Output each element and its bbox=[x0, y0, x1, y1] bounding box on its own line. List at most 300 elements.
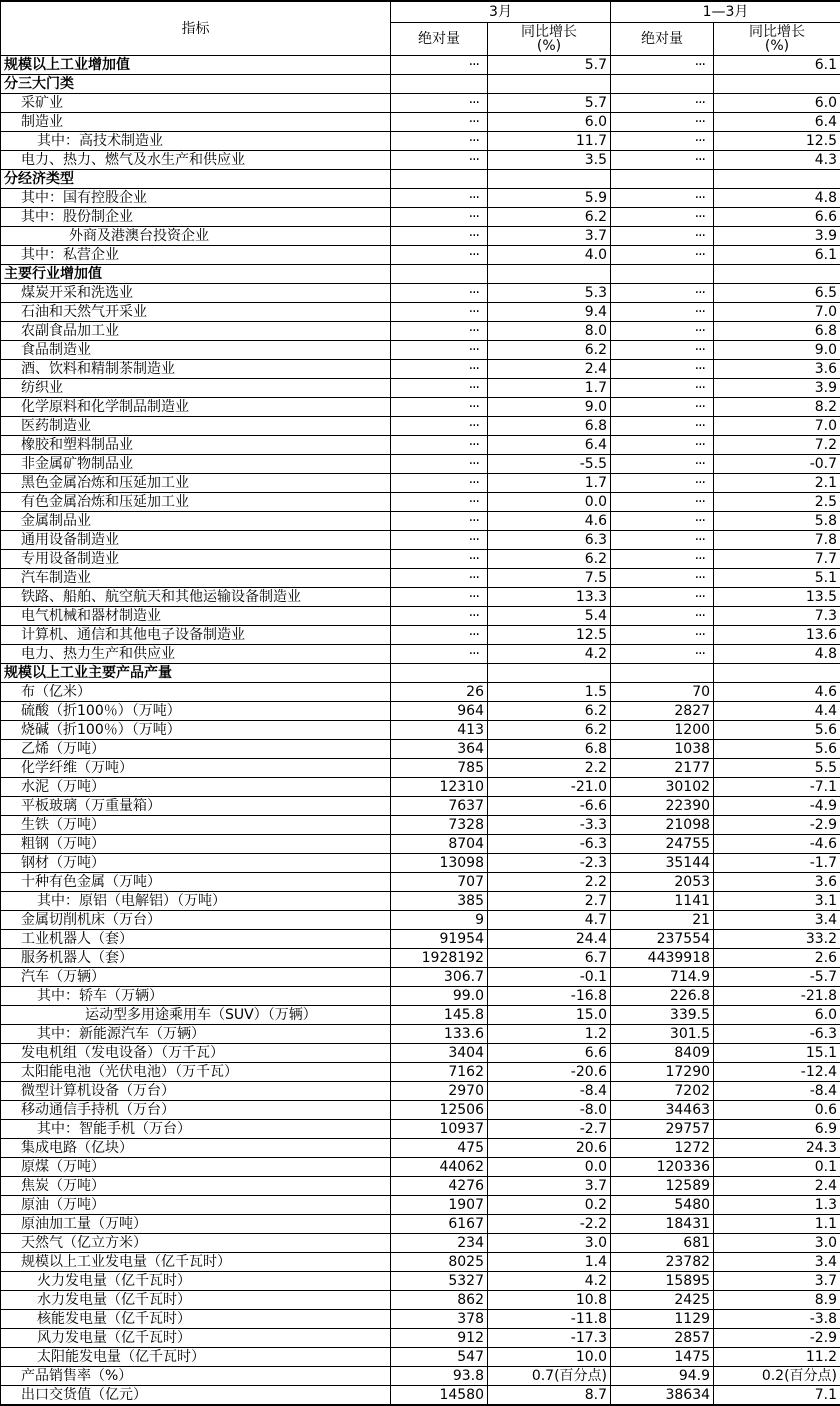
month-yoy-cell: -2.2 bbox=[488, 1215, 611, 1234]
ytd-absolute-cell: ··· bbox=[611, 227, 714, 246]
row-label: 其中：国有控股企业 bbox=[1, 189, 391, 208]
table-row bbox=[1, 930, 840, 949]
table-row bbox=[1, 1006, 840, 1025]
section-header-row bbox=[1, 170, 840, 189]
month-absolute-cell: ··· bbox=[391, 550, 488, 569]
table-row bbox=[1, 189, 840, 208]
month-yoy-cell: 13.3 bbox=[488, 588, 611, 607]
table-row bbox=[1, 740, 840, 759]
ytd-absolute-cell: 681 bbox=[611, 1234, 714, 1253]
row-label: 化学原料和化学制品制造业 bbox=[1, 398, 391, 417]
month-yoy-cell: 6.2 bbox=[488, 721, 611, 740]
month-yoy-cell: 8.0 bbox=[488, 322, 611, 341]
row-label: 铁路、船舶、航空航天和其他运输设备制造业 bbox=[1, 588, 391, 607]
table-row bbox=[1, 1044, 840, 1063]
ytd-absolute-cell: 1038 bbox=[611, 740, 714, 759]
ytd-absolute-cell: ··· bbox=[611, 94, 714, 113]
header-period-ytd: 1—3月 bbox=[611, 1, 840, 23]
ytd-absolute-cell: ··· bbox=[611, 588, 714, 607]
row-label: 粗钢（万吨） bbox=[1, 835, 391, 854]
table-row bbox=[1, 1063, 840, 1082]
ytd-absolute-cell: 2053 bbox=[611, 873, 714, 892]
ytd-absolute-cell: ··· bbox=[611, 512, 714, 531]
ytd-absolute-cell: 70 bbox=[611, 683, 714, 702]
row-label: 服务机器人（套） bbox=[1, 949, 391, 968]
table-row bbox=[1, 512, 840, 531]
row-label: 制造业 bbox=[1, 113, 391, 132]
ytd-absolute-cell: ··· bbox=[611, 417, 714, 436]
month-absolute-cell: 133.6 bbox=[391, 1025, 488, 1044]
month-absolute-cell: 385 bbox=[391, 892, 488, 911]
month-absolute-cell: 91954 bbox=[391, 930, 488, 949]
month-absolute-cell: 785 bbox=[391, 759, 488, 778]
row-label: 电气机械和器材制造业 bbox=[1, 607, 391, 626]
row-label: 分三大门类 bbox=[1, 75, 391, 94]
table-row bbox=[1, 94, 840, 113]
ytd-yoy-cell: 6.8 bbox=[714, 322, 840, 341]
month-yoy-cell: 8.7 bbox=[488, 1386, 611, 1406]
yoy-unit: (%) bbox=[536, 38, 562, 54]
row-label: 医药制造业 bbox=[1, 417, 391, 436]
month-absolute-cell: ··· bbox=[391, 56, 488, 75]
ytd-yoy-cell bbox=[714, 170, 840, 189]
month-yoy-cell: 3.7 bbox=[488, 227, 611, 246]
table-row bbox=[1, 892, 840, 911]
ytd-yoy-cell bbox=[714, 75, 840, 94]
row-label: 太阳能发电量（亿千瓦时） bbox=[1, 1348, 391, 1367]
month-yoy-cell: 3.0 bbox=[488, 1234, 611, 1253]
table-row bbox=[1, 569, 840, 588]
ytd-absolute-cell: ··· bbox=[611, 474, 714, 493]
ytd-yoy-cell: 3.0 bbox=[714, 1234, 840, 1253]
ytd-absolute-cell: 2827 bbox=[611, 702, 714, 721]
ytd-absolute-cell: ··· bbox=[611, 303, 714, 322]
ytd-absolute-cell: 339.5 bbox=[611, 1006, 714, 1025]
month-absolute-cell: 7637 bbox=[391, 797, 488, 816]
table-row bbox=[1, 303, 840, 322]
table-row bbox=[1, 132, 840, 151]
row-label: 金属制品业 bbox=[1, 512, 391, 531]
ytd-yoy-cell: 11.2 bbox=[714, 1348, 840, 1367]
table-row bbox=[1, 322, 840, 341]
month-absolute-cell: ··· bbox=[391, 132, 488, 151]
row-label: 天然气（亿立方米） bbox=[1, 1234, 391, 1253]
row-label: 电力、热力、燃气及水生产和供应业 bbox=[1, 151, 391, 170]
ytd-yoy-cell bbox=[714, 265, 840, 284]
month-yoy-cell: 10.0 bbox=[488, 1348, 611, 1367]
yoy-label: 同比增长 bbox=[749, 24, 806, 40]
month-absolute-cell: ··· bbox=[391, 455, 488, 474]
ytd-yoy-cell: 7.3 bbox=[714, 607, 840, 626]
ytd-absolute-cell: 226.8 bbox=[611, 987, 714, 1006]
month-yoy-cell: 6.4 bbox=[488, 436, 611, 455]
ytd-absolute-cell: 237554 bbox=[611, 930, 714, 949]
month-yoy-cell: 7.5 bbox=[488, 569, 611, 588]
ytd-absolute-cell bbox=[611, 265, 714, 284]
month-absolute-cell: 14580 bbox=[391, 1386, 488, 1406]
row-label: 出口交货值（亿元） bbox=[1, 1386, 391, 1406]
ytd-yoy-cell: -6.3 bbox=[714, 1025, 840, 1044]
month-yoy-cell: -6.6 bbox=[488, 797, 611, 816]
ytd-absolute-cell: 30102 bbox=[611, 778, 714, 797]
ytd-absolute-cell: 1129 bbox=[611, 1310, 714, 1329]
ytd-yoy-cell: 0.1 bbox=[714, 1158, 840, 1177]
month-absolute-cell: ··· bbox=[391, 94, 488, 113]
row-label: 专用设备制造业 bbox=[1, 550, 391, 569]
row-label: 核能发电量（亿千瓦时） bbox=[1, 1310, 391, 1329]
month-absolute-cell: 3404 bbox=[391, 1044, 488, 1063]
ytd-absolute-cell bbox=[611, 170, 714, 189]
ytd-absolute-cell bbox=[611, 75, 714, 94]
table-row bbox=[1, 588, 840, 607]
row-label: 规模以上工业发电量（亿千瓦时） bbox=[1, 1253, 391, 1272]
row-label: 水泥（万吨） bbox=[1, 778, 391, 797]
month-yoy-cell: 3.5 bbox=[488, 151, 611, 170]
row-label: 计算机、通信和其他电子设备制造业 bbox=[1, 626, 391, 645]
month-absolute-cell: ··· bbox=[391, 322, 488, 341]
row-label: 原油加工量（万吨） bbox=[1, 1215, 391, 1234]
table-row bbox=[1, 474, 840, 493]
ytd-absolute-cell: ··· bbox=[611, 189, 714, 208]
row-label: 黑色金属冶炼和压延加工业 bbox=[1, 474, 391, 493]
month-absolute-cell bbox=[391, 75, 488, 94]
month-yoy-cell: 20.6 bbox=[488, 1139, 611, 1158]
row-label: 火力发电量（亿千瓦时） bbox=[1, 1272, 391, 1291]
ytd-absolute-cell: 38634 bbox=[611, 1386, 714, 1406]
ytd-yoy-cell: 7.0 bbox=[714, 417, 840, 436]
ytd-absolute-cell: ··· bbox=[611, 455, 714, 474]
month-absolute-cell: ··· bbox=[391, 645, 488, 664]
month-yoy-cell: -0.1 bbox=[488, 968, 611, 987]
ytd-absolute-cell: ··· bbox=[611, 208, 714, 227]
month-absolute-cell: 99.0 bbox=[391, 987, 488, 1006]
ytd-yoy-cell: 8.2 bbox=[714, 398, 840, 417]
ytd-absolute-cell: ··· bbox=[611, 645, 714, 664]
table-row bbox=[1, 987, 840, 1006]
month-yoy-cell: 2.2 bbox=[488, 759, 611, 778]
ytd-yoy-cell: 3.9 bbox=[714, 379, 840, 398]
month-absolute-cell: 547 bbox=[391, 1348, 488, 1367]
month-absolute-cell: ··· bbox=[391, 303, 488, 322]
ytd-yoy-cell: 4.4 bbox=[714, 702, 840, 721]
table-row bbox=[1, 911, 840, 930]
month-absolute-cell bbox=[391, 664, 488, 683]
row-label: 乙烯（万吨） bbox=[1, 740, 391, 759]
ytd-yoy-cell: -4.6 bbox=[714, 835, 840, 854]
month-absolute-cell: ··· bbox=[391, 569, 488, 588]
ytd-yoy-cell: 6.6 bbox=[714, 208, 840, 227]
ytd-yoy-cell: 1.3 bbox=[714, 1196, 840, 1215]
month-yoy-cell: -20.6 bbox=[488, 1063, 611, 1082]
row-label: 水力发电量（亿千瓦时） bbox=[1, 1291, 391, 1310]
table-row bbox=[1, 1348, 840, 1367]
row-label: 酒、饮料和精制茶制造业 bbox=[1, 360, 391, 379]
table-row bbox=[1, 797, 840, 816]
ytd-absolute-cell: 5480 bbox=[611, 1196, 714, 1215]
month-absolute-cell: 44062 bbox=[391, 1158, 488, 1177]
ytd-yoy-cell: 3.1 bbox=[714, 892, 840, 911]
month-yoy-cell: 3.7 bbox=[488, 1177, 611, 1196]
month-yoy-cell: -16.8 bbox=[488, 987, 611, 1006]
month-yoy-cell: 4.7 bbox=[488, 911, 611, 930]
ytd-yoy-cell: 4.8 bbox=[714, 189, 840, 208]
month-yoy-cell: 6.7 bbox=[488, 949, 611, 968]
month-yoy-cell: 1.7 bbox=[488, 474, 611, 493]
month-yoy-cell bbox=[488, 75, 611, 94]
ytd-yoy-cell: -21.8 bbox=[714, 987, 840, 1006]
month-absolute-cell: ··· bbox=[391, 474, 488, 493]
row-label: 有色金属冶炼和压延加工业 bbox=[1, 493, 391, 512]
ytd-absolute-cell: ··· bbox=[611, 132, 714, 151]
month-absolute-cell: 4276 bbox=[391, 1177, 488, 1196]
month-absolute-cell: ··· bbox=[391, 151, 488, 170]
month-yoy-cell: -8.4 bbox=[488, 1082, 611, 1101]
month-yoy-cell: 0.7(百分点) bbox=[488, 1367, 611, 1386]
ytd-absolute-cell: 15895 bbox=[611, 1272, 714, 1291]
ytd-yoy-cell: 33.2 bbox=[714, 930, 840, 949]
ytd-yoy-cell: 2.4 bbox=[714, 1177, 840, 1196]
ytd-absolute-cell: 29757 bbox=[611, 1120, 714, 1139]
ytd-absolute-cell: ··· bbox=[611, 550, 714, 569]
ytd-absolute-cell: ··· bbox=[611, 531, 714, 550]
header-ytd-absolute: 绝对量 bbox=[611, 23, 714, 56]
ytd-yoy-cell: -5.7 bbox=[714, 968, 840, 987]
ytd-absolute-cell: 34463 bbox=[611, 1101, 714, 1120]
row-label: 运动型多用途乘用车（SUV）（万辆） bbox=[1, 1006, 391, 1025]
table-row bbox=[1, 968, 840, 987]
row-label: 其中：股份制企业 bbox=[1, 208, 391, 227]
row-label: 集成电路（亿块） bbox=[1, 1139, 391, 1158]
row-label: 太阳能电池（光伏电池）（万千瓦） bbox=[1, 1063, 391, 1082]
ytd-yoy-cell: 0.2(百分点) bbox=[714, 1367, 840, 1386]
month-absolute-cell: 707 bbox=[391, 873, 488, 892]
table-row bbox=[1, 1367, 840, 1386]
ytd-yoy-cell: 6.4 bbox=[714, 113, 840, 132]
ytd-yoy-cell: 13.5 bbox=[714, 588, 840, 607]
row-label: 食品制造业 bbox=[1, 341, 391, 360]
table-row bbox=[1, 455, 840, 474]
row-label: 原油（万吨） bbox=[1, 1196, 391, 1215]
ytd-absolute-cell: 120336 bbox=[611, 1158, 714, 1177]
table-row bbox=[1, 1329, 840, 1348]
month-yoy-cell: 2.2 bbox=[488, 873, 611, 892]
table-row bbox=[1, 113, 840, 132]
table-row bbox=[1, 151, 840, 170]
row-label: 烧碱（折100％）（万吨） bbox=[1, 721, 391, 740]
row-label: 产品销售率（%） bbox=[1, 1367, 391, 1386]
month-absolute-cell: 413 bbox=[391, 721, 488, 740]
month-absolute-cell: 378 bbox=[391, 1310, 488, 1329]
ytd-yoy-cell: 24.3 bbox=[714, 1139, 840, 1158]
table-row bbox=[1, 417, 840, 436]
month-absolute-cell: 475 bbox=[391, 1139, 488, 1158]
ytd-yoy-cell: 7.7 bbox=[714, 550, 840, 569]
row-label: 橡胶和塑料制品业 bbox=[1, 436, 391, 455]
table-row bbox=[1, 854, 840, 873]
ytd-absolute-cell: 301.5 bbox=[611, 1025, 714, 1044]
month-yoy-cell: -6.3 bbox=[488, 835, 611, 854]
table-row bbox=[1, 835, 840, 854]
row-label: 生铁（万吨） bbox=[1, 816, 391, 835]
month-absolute-cell: 12506 bbox=[391, 1101, 488, 1120]
row-label: 纺织业 bbox=[1, 379, 391, 398]
row-label: 风力发电量（亿千瓦时） bbox=[1, 1329, 391, 1348]
month-absolute-cell: 12310 bbox=[391, 778, 488, 797]
month-absolute-cell: ··· bbox=[391, 588, 488, 607]
ytd-yoy-cell: 4.6 bbox=[714, 683, 840, 702]
ytd-yoy-cell: 13.6 bbox=[714, 626, 840, 645]
month-absolute-cell: ··· bbox=[391, 512, 488, 531]
month-absolute-cell: ··· bbox=[391, 531, 488, 550]
table-row bbox=[1, 759, 840, 778]
table-row bbox=[1, 246, 840, 265]
month-absolute-cell: ··· bbox=[391, 360, 488, 379]
table-row bbox=[1, 1291, 840, 1310]
row-label: 十种有色金属（万吨） bbox=[1, 873, 391, 892]
month-absolute-cell: 7328 bbox=[391, 816, 488, 835]
row-label: 电力、热力生产和供应业 bbox=[1, 645, 391, 664]
row-label: 非金属矿物制品业 bbox=[1, 455, 391, 474]
month-absolute-cell: 9 bbox=[391, 911, 488, 930]
row-label: 煤炭开采和洗选业 bbox=[1, 284, 391, 303]
month-absolute-cell: ··· bbox=[391, 246, 488, 265]
month-yoy-cell: 6.2 bbox=[488, 341, 611, 360]
ytd-yoy-cell: 6.0 bbox=[714, 94, 840, 113]
header-indicator: 指标 bbox=[1, 1, 391, 56]
ytd-yoy-cell: -12.4 bbox=[714, 1063, 840, 1082]
row-label: 工业机器人（套） bbox=[1, 930, 391, 949]
month-yoy-cell: 6.8 bbox=[488, 740, 611, 759]
month-yoy-cell: 6.3 bbox=[488, 531, 611, 550]
header-ytd-yoy bbox=[714, 23, 840, 56]
month-yoy-cell: 2.4 bbox=[488, 360, 611, 379]
month-yoy-cell: 1.2 bbox=[488, 1025, 611, 1044]
ytd-yoy-cell: 3.9 bbox=[714, 227, 840, 246]
ytd-yoy-cell: 12.5 bbox=[714, 132, 840, 151]
month-absolute-cell: ··· bbox=[391, 398, 488, 417]
row-label: 农副食品加工业 bbox=[1, 322, 391, 341]
month-yoy-cell: 6.8 bbox=[488, 417, 611, 436]
ytd-absolute-cell: 24755 bbox=[611, 835, 714, 854]
ytd-absolute-cell: 17290 bbox=[611, 1063, 714, 1082]
ytd-absolute-cell: ··· bbox=[611, 56, 714, 75]
month-yoy-cell: 9.0 bbox=[488, 398, 611, 417]
month-absolute-cell: 912 bbox=[391, 1329, 488, 1348]
table-row bbox=[1, 1139, 840, 1158]
month-absolute-cell: 862 bbox=[391, 1291, 488, 1310]
section-header-row bbox=[1, 265, 840, 284]
ytd-absolute-cell: ··· bbox=[611, 284, 714, 303]
month-yoy-cell: -2.7 bbox=[488, 1120, 611, 1139]
row-label: 发电机组（发电设备）（万千瓦） bbox=[1, 1044, 391, 1063]
month-yoy-cell: 5.4 bbox=[488, 607, 611, 626]
month-absolute-cell: ··· bbox=[391, 436, 488, 455]
month-yoy-cell: 0.0 bbox=[488, 493, 611, 512]
row-label: 规模以上工业主要产品产量 bbox=[1, 664, 391, 683]
ytd-absolute-cell: ··· bbox=[611, 341, 714, 360]
month-yoy-cell: 24.4 bbox=[488, 930, 611, 949]
ytd-yoy-cell: 5.1 bbox=[714, 569, 840, 588]
header-month-absolute: 绝对量 bbox=[391, 23, 488, 56]
table-row bbox=[1, 1272, 840, 1291]
ytd-absolute-cell: ··· bbox=[611, 360, 714, 379]
row-label: 其中：私营企业 bbox=[1, 246, 391, 265]
ytd-yoy-cell: 2.5 bbox=[714, 493, 840, 512]
month-yoy-cell: 4.0 bbox=[488, 246, 611, 265]
table-row bbox=[1, 1253, 840, 1272]
row-label: 其中：原铝（电解铝）（万吨） bbox=[1, 892, 391, 911]
table-row bbox=[1, 1386, 840, 1406]
ytd-yoy-cell bbox=[714, 664, 840, 683]
month-yoy-cell: 6.2 bbox=[488, 550, 611, 569]
ytd-absolute-cell: ··· bbox=[611, 493, 714, 512]
month-yoy-cell: -17.3 bbox=[488, 1329, 611, 1348]
month-yoy-cell: -21.0 bbox=[488, 778, 611, 797]
ytd-yoy-cell: -1.7 bbox=[714, 854, 840, 873]
ytd-yoy-cell: 5.6 bbox=[714, 740, 840, 759]
table-row bbox=[1, 1215, 840, 1234]
month-yoy-cell: 4.2 bbox=[488, 645, 611, 664]
month-absolute-cell bbox=[391, 170, 488, 189]
ytd-yoy-cell: 7.8 bbox=[714, 531, 840, 550]
row-label: 钢材（万吨） bbox=[1, 854, 391, 873]
row-label: 分经济类型 bbox=[1, 170, 391, 189]
month-absolute-cell: ··· bbox=[391, 379, 488, 398]
month-absolute-cell: 1907 bbox=[391, 1196, 488, 1215]
month-absolute-cell: ··· bbox=[391, 113, 488, 132]
ytd-yoy-cell: 3.6 bbox=[714, 873, 840, 892]
table-row bbox=[1, 1177, 840, 1196]
ytd-absolute-cell: ··· bbox=[611, 569, 714, 588]
ytd-absolute-cell: 18431 bbox=[611, 1215, 714, 1234]
ytd-yoy-cell: 15.1 bbox=[714, 1044, 840, 1063]
row-label: 其中：轿车（万辆） bbox=[1, 987, 391, 1006]
month-absolute-cell: ··· bbox=[391, 626, 488, 645]
ytd-absolute-cell: ··· bbox=[611, 322, 714, 341]
table-body bbox=[1, 56, 840, 1406]
month-yoy-cell: 1.7 bbox=[488, 379, 611, 398]
table-row bbox=[1, 1101, 840, 1120]
ytd-absolute-cell: ··· bbox=[611, 607, 714, 626]
month-yoy-cell bbox=[488, 170, 611, 189]
yoy-label: 同比增长 bbox=[521, 24, 577, 40]
row-label: 石油和天然气开采业 bbox=[1, 303, 391, 322]
ytd-absolute-cell: ··· bbox=[611, 379, 714, 398]
month-absolute-cell: 8704 bbox=[391, 835, 488, 854]
ytd-yoy-cell: -2.9 bbox=[714, 816, 840, 835]
ytd-yoy-cell: 6.1 bbox=[714, 246, 840, 265]
ytd-yoy-cell: -8.4 bbox=[714, 1082, 840, 1101]
month-absolute-cell: ··· bbox=[391, 493, 488, 512]
ytd-absolute-cell bbox=[611, 664, 714, 683]
table-row bbox=[1, 436, 840, 455]
ytd-yoy-cell: 4.8 bbox=[714, 645, 840, 664]
row-label: 规模以上工业增加值 bbox=[1, 56, 391, 75]
table-row bbox=[1, 949, 840, 968]
row-label: 焦炭（万吨） bbox=[1, 1177, 391, 1196]
month-absolute-cell: ··· bbox=[391, 227, 488, 246]
ytd-yoy-cell: -4.9 bbox=[714, 797, 840, 816]
row-label: 外商及港澳台投资企业 bbox=[1, 227, 391, 246]
row-label: 主要行业增加值 bbox=[1, 265, 391, 284]
header-period-month: 3月 bbox=[391, 1, 611, 23]
month-absolute-cell: 8025 bbox=[391, 1253, 488, 1272]
row-label: 通用设备制造业 bbox=[1, 531, 391, 550]
table-row bbox=[1, 1310, 840, 1329]
ytd-absolute-cell: 2857 bbox=[611, 1329, 714, 1348]
table-row bbox=[1, 493, 840, 512]
row-label: 微型计算机设备（万台） bbox=[1, 1082, 391, 1101]
